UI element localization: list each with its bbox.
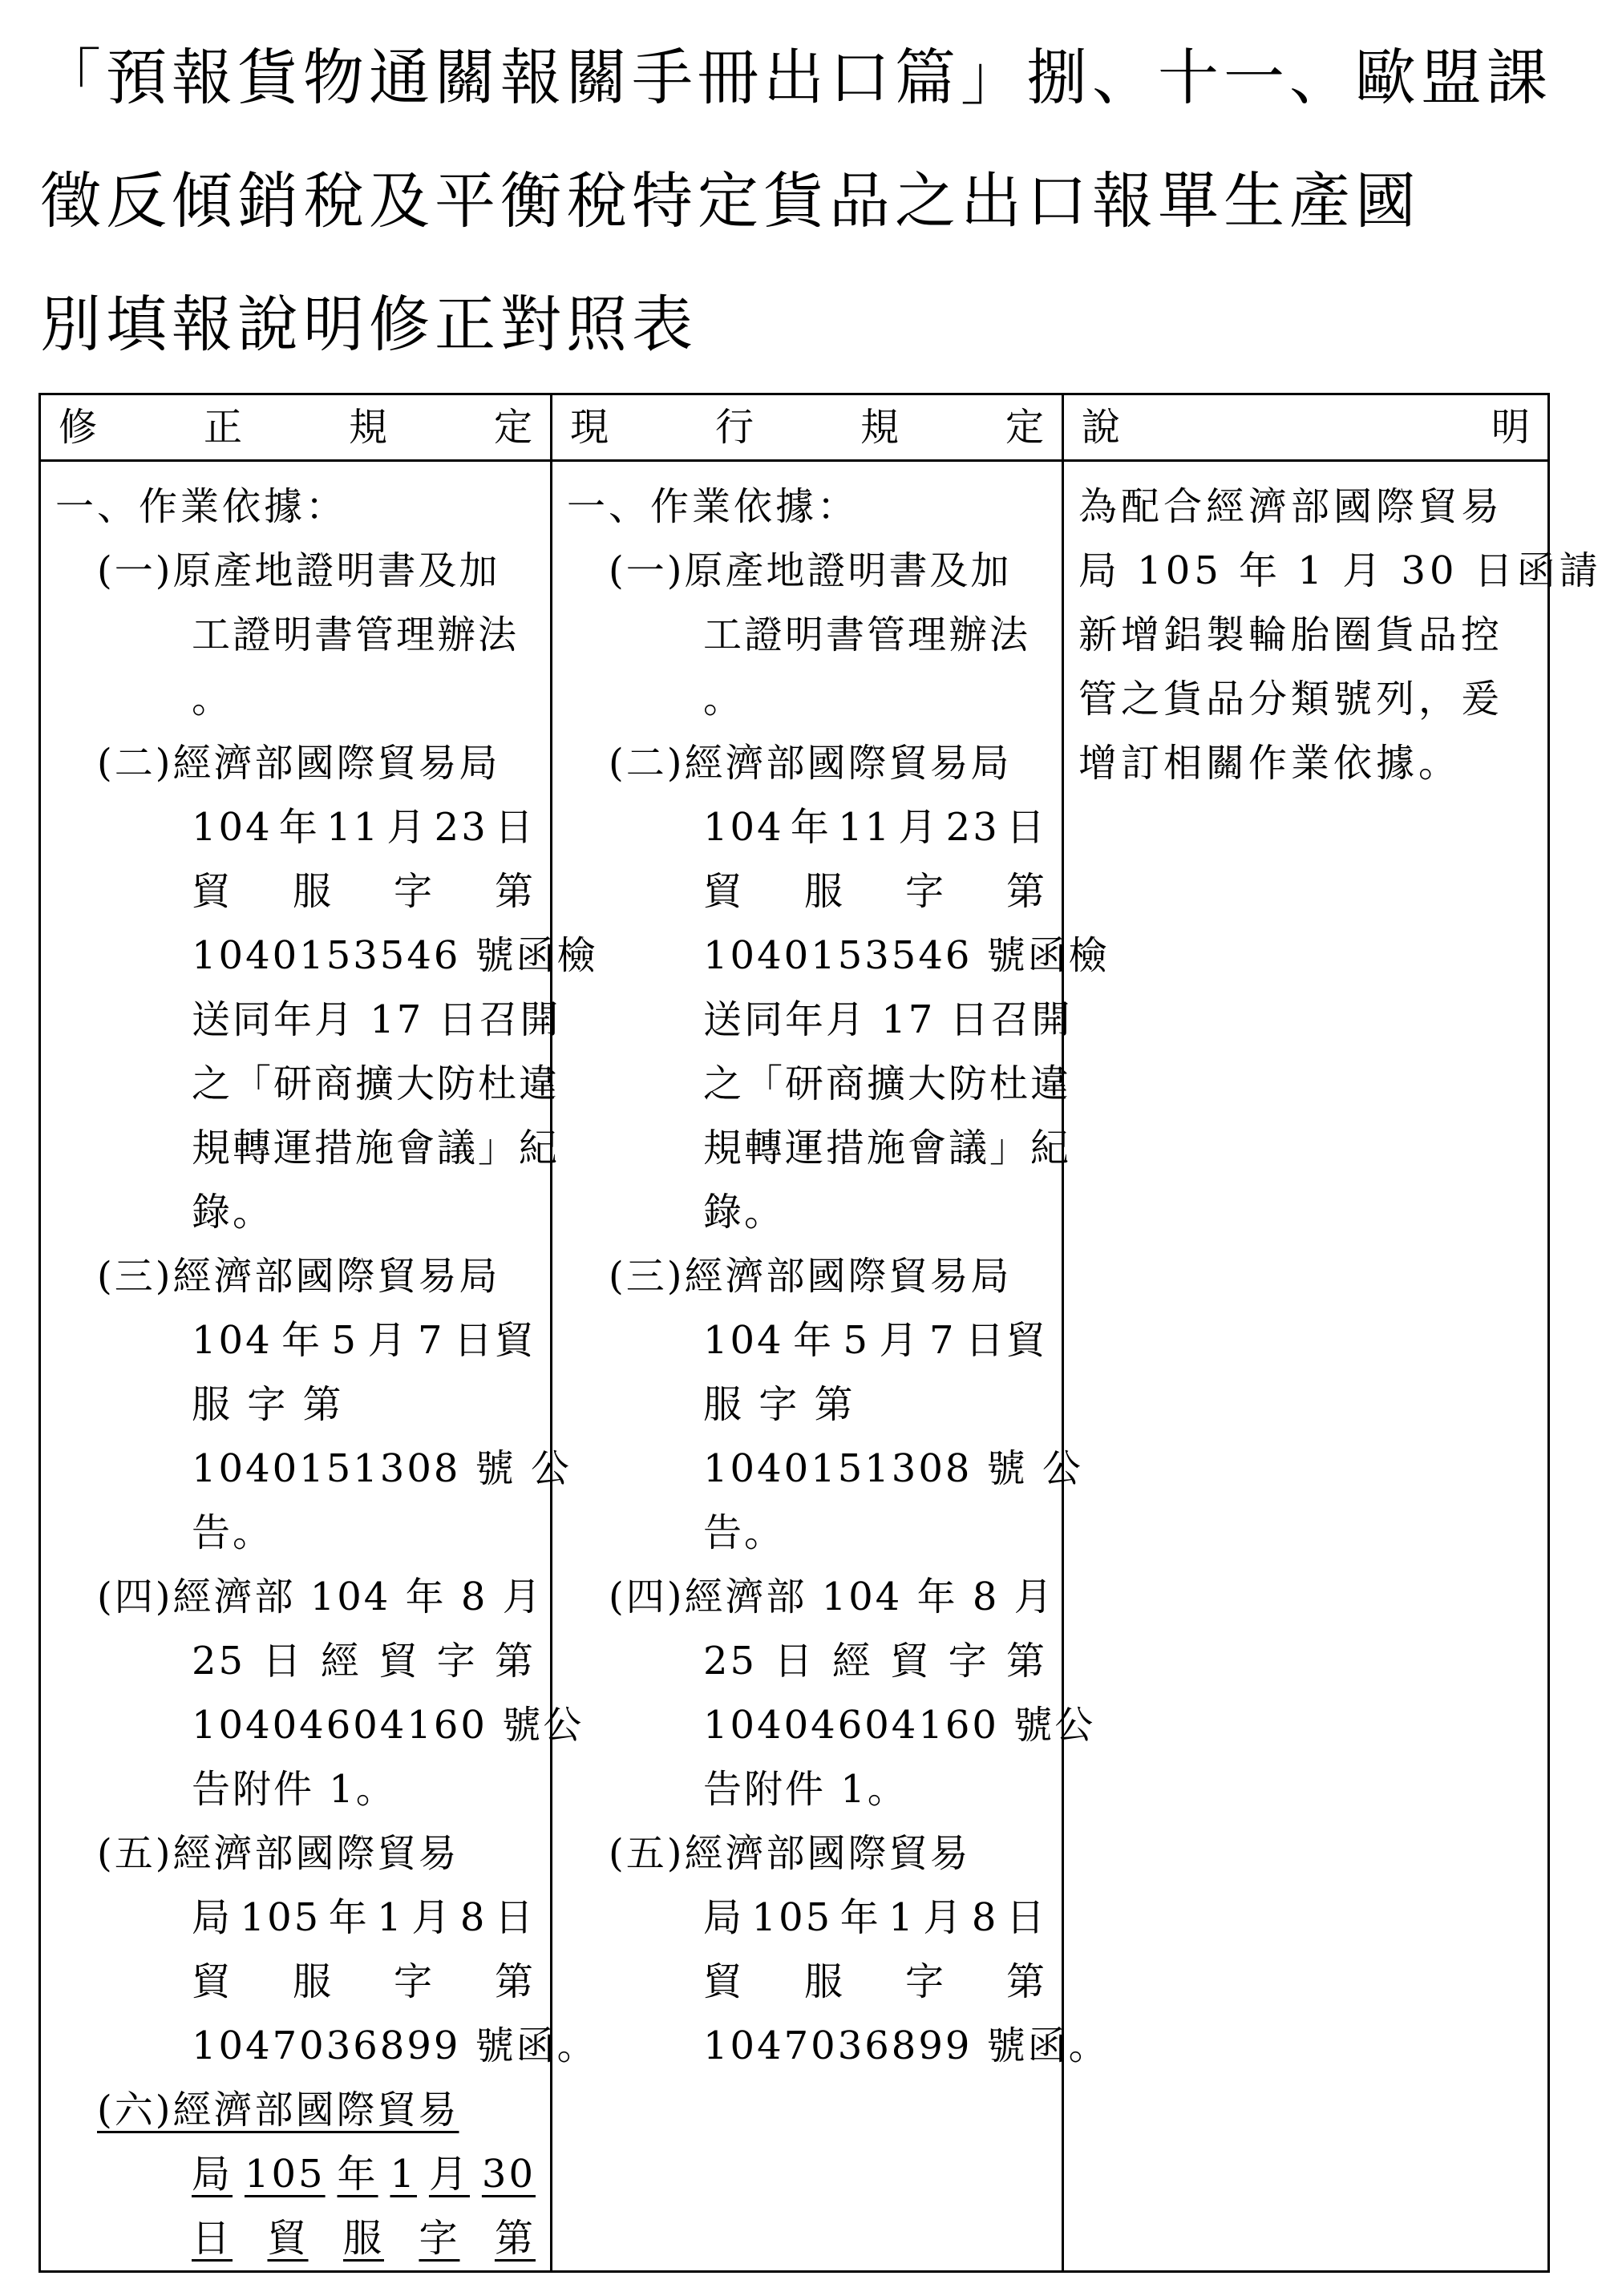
- item-line: (四)經濟部 104 年 8 月: [609, 1574, 1055, 1619]
- item-line: 貿 服 字 第: [703, 1959, 1047, 2004]
- header-amended: [40, 394, 552, 461]
- item-line: 告。: [703, 1510, 786, 1555]
- explanation-line: 增訂相關作業依據。: [1078, 741, 1462, 786]
- list-item: [55, 1565, 585, 1821]
- comparison-table: [38, 393, 1602, 2273]
- item-line: 。: [703, 677, 745, 722]
- title-line-1: 「預報貨物通關報關手冊出口篇」捌、十一、歐盟課: [40, 42, 1552, 113]
- header-char: 說: [1082, 405, 1121, 450]
- title-line-2: 徵反傾銷稅及平衡稅特定貨品之出口報單生產國: [40, 165, 1421, 236]
- header-explanation: [1063, 394, 1549, 461]
- item-line: 送同年月 17 日召開: [192, 997, 561, 1042]
- amended-section-heading: 一、作業依據：: [55, 484, 348, 529]
- item-line: (五)經濟部國際貿易: [609, 1831, 971, 1876]
- item-line: (一)原產地證明書及加: [609, 548, 1012, 593]
- item-line: 1040151308 號 公: [703, 1446, 1083, 1491]
- item-line: 服 字 第: [192, 1382, 344, 1427]
- explanation-cell: [1063, 461, 1602, 2272]
- item-line: (一)原產地證明書及加: [97, 548, 500, 593]
- item-line: 1040153546 號函檢: [703, 933, 1110, 978]
- list-item: [567, 1565, 1096, 1821]
- item-line: 1047036899 號函。: [703, 2023, 1110, 2068]
- item-line: 日 貿 服 字 第: [192, 2216, 536, 2261]
- list-item: [55, 1244, 572, 1565]
- item-line: 錄。: [192, 1190, 274, 1235]
- header-char: 規: [860, 405, 899, 450]
- item-line: 局 105 年 1 月 8 日: [192, 1895, 536, 1940]
- item-line: 25 日 經 貿 字 第: [703, 1639, 1047, 1684]
- item-line: 104 年 11 月 23 日: [703, 805, 1047, 850]
- item-line: (三)經濟部國際貿易局: [609, 1254, 1012, 1299]
- document-title: [40, 16, 1552, 386]
- current-cell: [552, 461, 1110, 2272]
- amended-cell: [40, 461, 598, 2272]
- item-line: (四)經濟部 104 年 8 月: [97, 1574, 544, 1619]
- item-line: 規轉運措施會議」紀: [703, 1126, 1072, 1170]
- list-item: [55, 731, 598, 1244]
- title-line-3: 別填報說明修正對照表: [40, 289, 698, 360]
- item-line: 局 105 年 1 月 8 日: [703, 1895, 1047, 1940]
- item-line: 10404604160 號公: [703, 1703, 1096, 1748]
- header-char: 明: [1491, 405, 1530, 450]
- explanation-line: 新增鋁製輪胎圈貨品控: [1078, 612, 1504, 657]
- explanation-text: [1078, 475, 1602, 795]
- header-row: [40, 394, 1549, 461]
- body-row: [40, 461, 1549, 2272]
- item-line: 送同年月 17 日召開: [703, 997, 1073, 1042]
- current-section-heading: 一、作業依據：: [567, 484, 860, 529]
- item-line: 25 日 經 貿 字 第: [192, 1639, 536, 1684]
- item-line: 。: [192, 677, 233, 722]
- item-line: 工證明書管理辦法: [703, 612, 1031, 657]
- header-char: 行: [714, 405, 754, 450]
- item-line: (六)經濟部國際貿易: [97, 2088, 459, 2132]
- item-line: (三)經濟部國際貿易局: [97, 1254, 500, 1299]
- item-line: 貿 服 字 第: [192, 869, 536, 914]
- header-char: 規: [348, 405, 387, 450]
- header-char: 定: [1005, 405, 1044, 450]
- item-line: 之「研商擴大防杜違: [703, 1061, 1072, 1106]
- list-item: [567, 539, 1047, 731]
- item-line: 告。: [192, 1510, 274, 1555]
- item-line: 104 年 5 月 7 日貿: [703, 1318, 1047, 1363]
- item-line: 1040153546 號函檢: [192, 933, 598, 978]
- header-char: 現: [570, 405, 609, 450]
- explanation-line: 為配合經濟部國際貿易: [1078, 484, 1504, 529]
- item-line: 規轉運措施會議」紀: [192, 1126, 560, 1170]
- item-line: (五)經濟部國際貿易: [97, 1831, 459, 1876]
- header-char: 定: [493, 405, 532, 450]
- header-char: 正: [203, 405, 242, 450]
- list-item: [567, 731, 1110, 1244]
- item-line: 工證明書管理辦法: [192, 612, 520, 657]
- item-line: 104 年 11 月 23 日: [192, 805, 536, 850]
- item-line: 局 105 年 1 月 30: [192, 2152, 536, 2197]
- item-line: (二)經濟部國際貿易局: [609, 741, 1012, 786]
- list-item: [55, 539, 536, 731]
- item-line: 告附件 1。: [192, 1767, 397, 1812]
- amended-items: [55, 539, 598, 2270]
- item-line: 104 年 5 月 7 日貿: [192, 1318, 536, 1363]
- item-line: 告附件 1。: [703, 1767, 908, 1812]
- item-line: (二)經濟部國際貿易局: [97, 741, 500, 786]
- item-line: 之「研商擴大防杜違: [192, 1061, 560, 1106]
- item-line: 10404604160 號公: [192, 1703, 585, 1748]
- item-line: 1047036899 號函。: [192, 2023, 598, 2068]
- current-items: [567, 539, 1110, 2078]
- header-char: 修: [59, 405, 98, 450]
- item-line: 服 字 第: [703, 1382, 856, 1427]
- explanation-line: 管之貨品分類號列，爰: [1078, 677, 1504, 722]
- header-current: [552, 394, 1063, 461]
- item-line: 貿 服 字 第: [703, 869, 1047, 914]
- explanation-line: 局 105 年 1 月 30 日函請: [1078, 548, 1602, 593]
- list-item: [55, 1821, 598, 2078]
- list-item: [55, 2078, 536, 2270]
- list-item: [567, 1821, 1110, 2078]
- list-item: [567, 1244, 1083, 1565]
- item-line: 錄。: [703, 1190, 786, 1235]
- item-line: 貿 服 字 第: [192, 1959, 536, 2004]
- item-line: 1040151308 號 公: [192, 1446, 572, 1491]
